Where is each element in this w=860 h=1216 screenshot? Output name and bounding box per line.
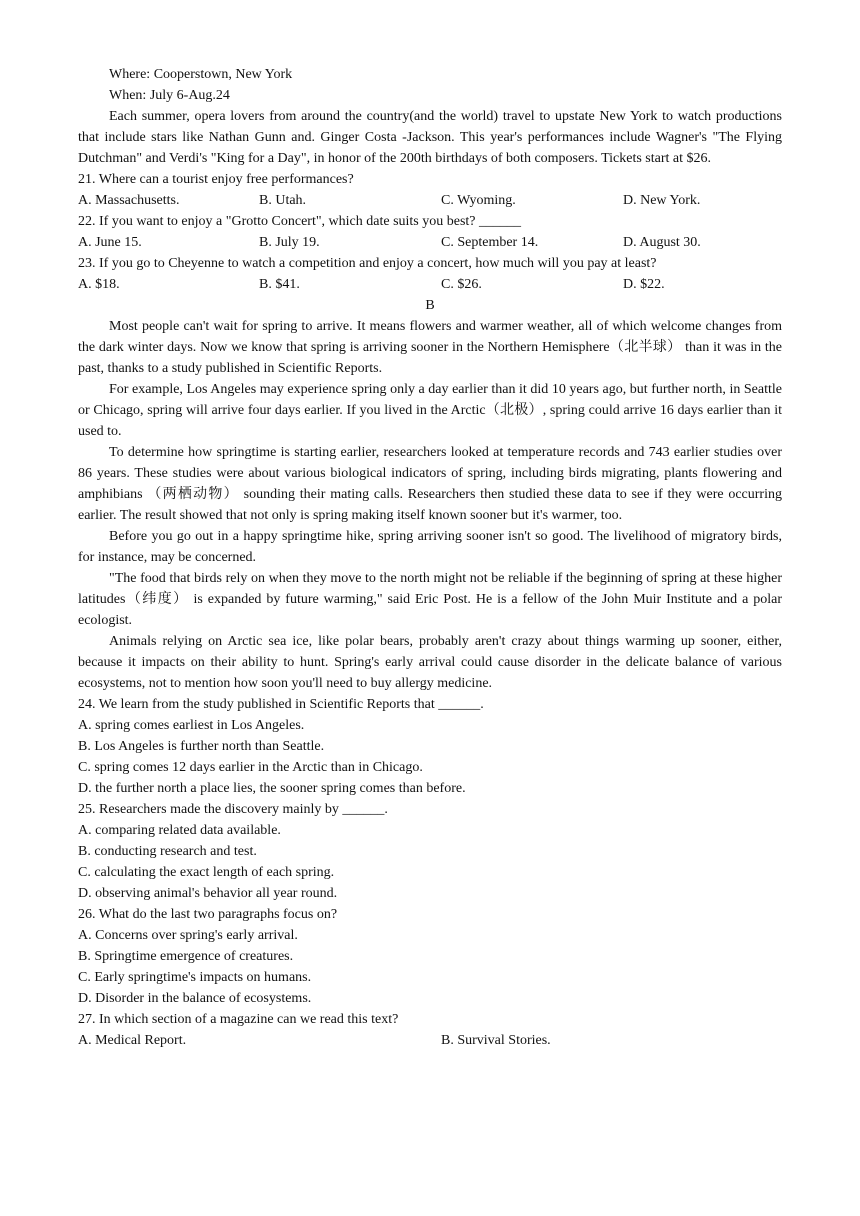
passage-paragraph: To determine how springtime is starting earlier, researchers looked at temperature records and 743 earlier studies over 86 years. These studies were about various biological indicators of spring, including birds migrating, plants flowering and amphibians （两栖动物） sounding their mating calls. Researchers then studied these data to see if they were occurring earlier. The result showed that not only is spring making itself known sooner but it's warmer, too. xyxy=(78,445,782,523)
option-d: D. $22. xyxy=(623,277,665,292)
option-c: C. calculating the exact length of each spring. xyxy=(78,865,335,880)
option-c: C. Wyoming. xyxy=(441,193,516,208)
option-row xyxy=(78,1030,782,1051)
option-row xyxy=(78,274,782,295)
event-description: Each summer, opera lovers from around the country(and the world) travel to upstate New York to watch productions that include stars like Nathan Gunn and. Ginger Costa -Jackson. This year's performances include Wagner's "The Flying Dutchman" and Verdi's "King for a Day", in honor of the 200th birthdays of both composers. Tickets start at $26. xyxy=(78,109,782,166)
question-stem: 27. In which section of a magazine can we read this text? xyxy=(78,1012,399,1027)
question-stem: 22. If you want to enjoy a "Grotto Concert", which date suits you best? ______ xyxy=(78,214,522,229)
option-b: B. Utah. xyxy=(259,193,307,208)
passage-paragraph: Animals relying on Arctic sea ice, like polar bears, probably aren't crazy about things warming up sooner, either, because it impacts on their ability to hunt. Spring's early arrival could cause disorder in the delicate balance of various ecosystems, not to mention how soon you'll need to buy allergy medicine. xyxy=(78,634,782,691)
option-c: C. spring comes 12 days earlier in the Arctic than in Chicago. xyxy=(78,760,423,775)
event-dates: When: July 6-Aug.24 xyxy=(109,88,230,103)
option-a: A. Massachusetts. xyxy=(78,193,180,208)
option-d: D. the further north a place lies, the sooner spring comes than before. xyxy=(78,781,466,796)
option-c: C. Early springtime's impacts on humans. xyxy=(78,970,312,985)
option-d: D. Disorder in the balance of ecosystems. xyxy=(78,991,312,1006)
option-c: C. $26. xyxy=(441,277,482,292)
passage-paragraph: Most people can't wait for spring to arrive. It means flowers and warmer weather, all of which welcome changes from the dark winter days. Now we know that spring is arriving sooner in the Northern Hemisphere（北半球） than it was in the past, thanks to a study published in Scientific Reports. xyxy=(78,319,782,376)
option-a: A. $18. xyxy=(78,277,120,292)
option-a: A. Medical Report. xyxy=(78,1033,187,1048)
option-c: C. September 14. xyxy=(441,235,539,250)
option-a: A. Concerns over spring's early arrival. xyxy=(78,928,298,943)
question-stem: 23. If you go to Cheyenne to watch a competition and enjoy a concert, how much will you pay at least? xyxy=(78,256,657,271)
option-row xyxy=(78,232,782,253)
option-b: B. $41. xyxy=(259,277,300,292)
option-d: D. observing animal's behavior all year round. xyxy=(78,886,338,901)
section-heading: B xyxy=(425,298,435,313)
option-a: A. spring comes earliest in Los Angeles. xyxy=(78,718,305,733)
question-stem: 24. We learn from the study published in Scientific Reports that ______. xyxy=(78,697,484,712)
option-b: B. conducting research and test. xyxy=(78,844,257,859)
passage-paragraph: Before you go out in a happy springtime hike, spring arriving sooner isn't so good. The livelihood of migratory birds, for instance, may be concerned. xyxy=(78,529,782,565)
option-b: B. July 19. xyxy=(259,235,320,250)
option-d: D. New York. xyxy=(623,193,701,208)
event-location: Where: Cooperstown, New York xyxy=(109,67,293,82)
option-a: A. June 15. xyxy=(78,235,142,250)
passage-paragraph: For example, Los Angeles may experience spring only a day earlier than it did 10 years ago, but further north, in Seattle or Chicago, spring will arrive four days earlier. If you lived in the Arctic（北极）, spring could arrive 16 days earlier than it used to. xyxy=(78,382,782,439)
passage-paragraph: "The food that birds rely on when they move to the north might not be reliable if the beginning of spring at these higher latitudes（纬度） is expanded by future warming," said Eric Post. He is a fellow of the John Muir Institute and a polar ecologist. xyxy=(78,571,782,628)
question-stem: 26. What do the last two paragraphs focus on? xyxy=(78,907,338,922)
option-d: D. August 30. xyxy=(623,235,701,250)
question-stem: 25. Researchers made the discovery mainly by ______. xyxy=(78,802,388,817)
option-b: B. Springtime emergence of creatures. xyxy=(78,949,294,964)
question-stem: 21. Where can a tourist enjoy free performances? xyxy=(78,172,354,187)
option-b: B. Survival Stories. xyxy=(441,1033,551,1048)
option-a: A. comparing related data available. xyxy=(78,823,281,838)
option-row xyxy=(78,190,782,211)
option-b: B. Los Angeles is further north than Seattle. xyxy=(78,739,325,754)
